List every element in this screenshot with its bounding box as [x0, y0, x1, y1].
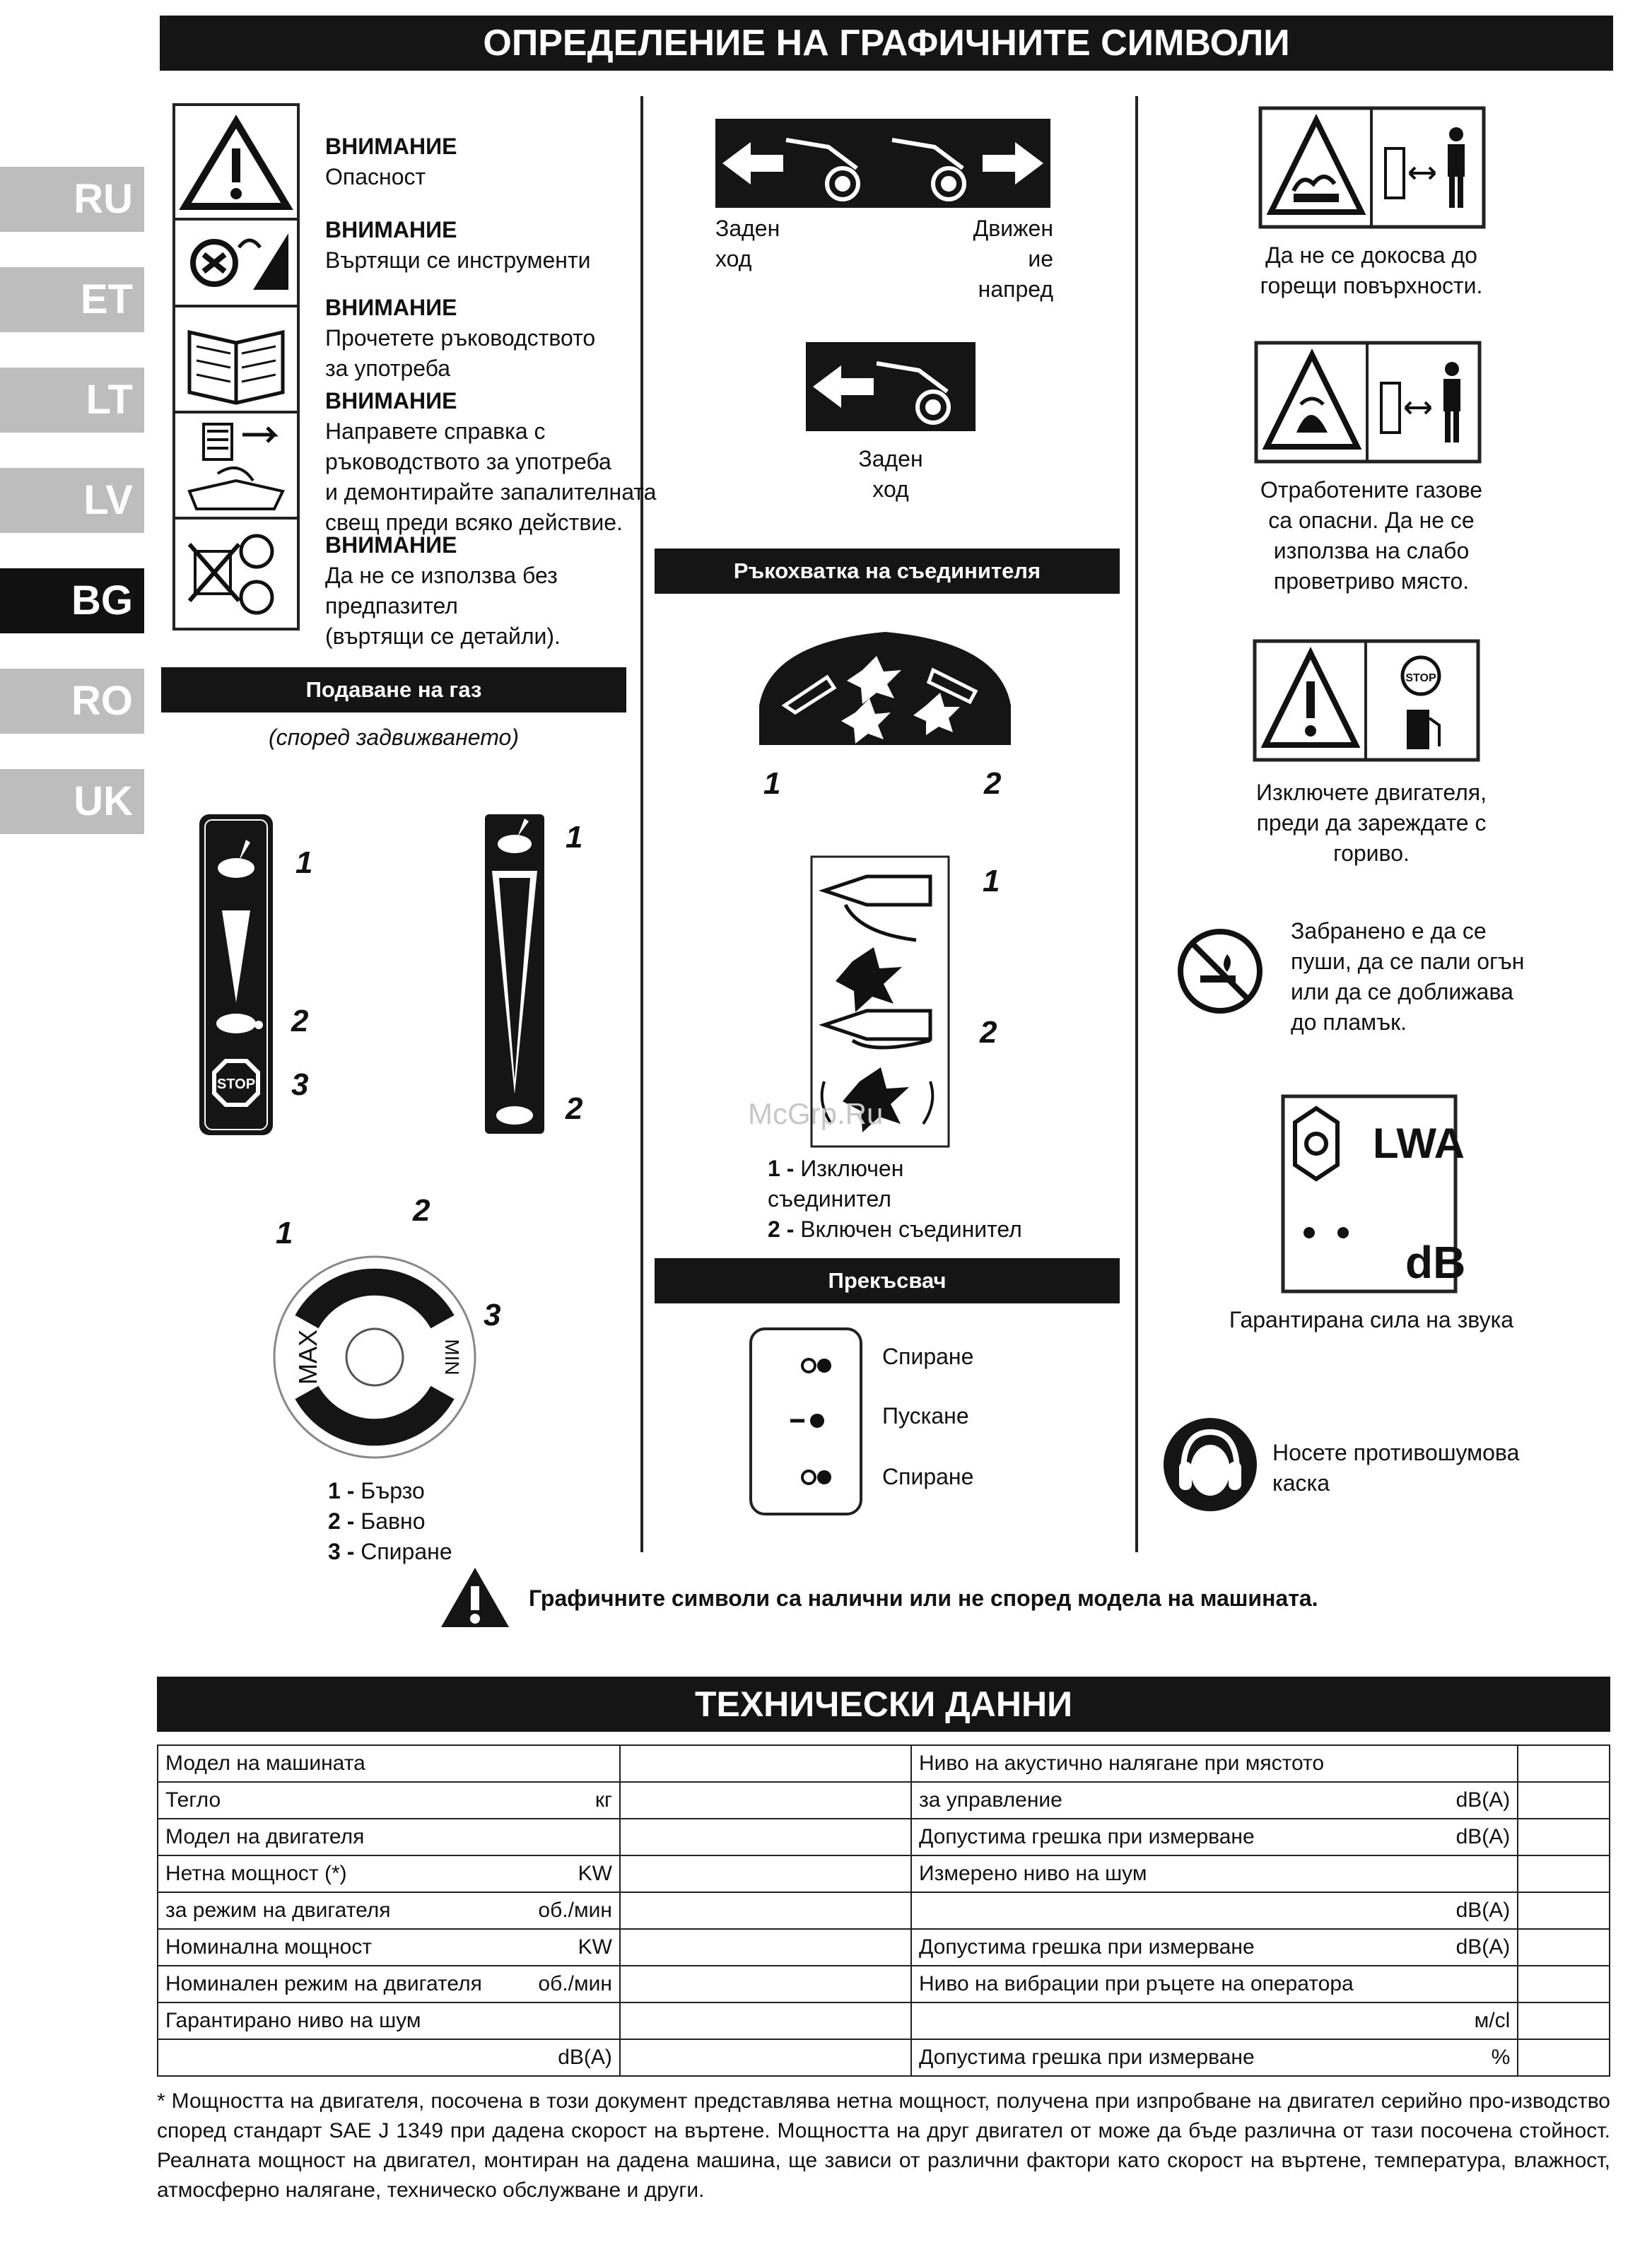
reverse-panel	[806, 342, 976, 431]
table-cell-value[interactable]	[620, 1745, 911, 1782]
spec-label: Ниво на вибрации при ръцете на оператора	[919, 1972, 1354, 1995]
table-row	[158, 2002, 911, 2039]
clutch-legend: 1 - Изключен съединител 2 - Включен съединител	[768, 1156, 1022, 1242]
table-cell-value[interactable]	[1518, 1819, 1610, 1855]
table-cell-value[interactable]	[1518, 1929, 1610, 1966]
warning-4: ВНИМАНИЕ Направете справка с ръководството за употреба и демонтирайте запалителната свещ преди всяко действие.	[325, 388, 657, 535]
table-cell-label	[158, 1819, 620, 1855]
table-cell-label	[158, 1745, 620, 1782]
throttle-knob	[269, 1251, 481, 1463]
table-row	[911, 2002, 1610, 2039]
table-row	[158, 1966, 911, 2002]
table-cell-value[interactable]	[1518, 1892, 1610, 1929]
table-cell-value[interactable]	[620, 1929, 911, 1966]
spec-unit: dB(A)	[1455, 1899, 1511, 1922]
spec-unit: об./мин	[538, 1972, 612, 1995]
table-row	[158, 2039, 911, 2076]
forward-label: Движен ие напред	[973, 216, 1053, 302]
spec-label: Допустима грешка при измерване	[919, 1825, 1255, 1848]
spec-unit: dB(A)	[1455, 1825, 1511, 1848]
table-row	[911, 2039, 1610, 2076]
warning-5: ВНИМАНИЕ Да не се използва без предпазител (въртящи се детайли).	[325, 532, 561, 649]
spec-label: за управление	[919, 1788, 1062, 1812]
warning-triangle-icon	[185, 122, 287, 206]
refuel-text: Изключете двигателя, преди да зареждате с гориво.	[1256, 780, 1487, 866]
svg-text:LWA: LWA	[1373, 1120, 1465, 1167]
spec-unit: dB(A)	[1455, 1788, 1511, 1812]
table-cell-label	[911, 1966, 1518, 2002]
throttle-lever-1	[197, 811, 276, 1138]
exhaust-gas-text: Отработените газове са опасни. Да не се използва на слабо проветриво място.	[1260, 477, 1483, 594]
spec-unit: KW	[578, 1862, 612, 1885]
spec-label: за режим на двигателя	[165, 1899, 391, 1922]
table-cell-label	[158, 1892, 620, 1929]
no-guard-icon	[189, 536, 272, 613]
spark-plug-icon	[189, 424, 283, 509]
throttle-title: Подаване на газ	[161, 667, 626, 712]
table-cell-value[interactable]	[1518, 1745, 1610, 1782]
turtle-icon	[496, 1106, 533, 1125]
table-row	[158, 1745, 911, 1782]
spec-label: Модел на машината	[165, 1752, 365, 1775]
table-row	[158, 1929, 911, 1966]
tab-ru[interactable]: RU	[0, 167, 144, 232]
warning-icons-svg	[175, 106, 297, 628]
lever2-num-2: 2	[566, 1091, 583, 1126]
table-cell-value[interactable]	[1518, 1966, 1610, 2002]
switch-item-1: Спиране	[882, 1344, 974, 1369]
spec-label: Измерено ниво на шум	[919, 1862, 1147, 1885]
table-cell-label	[911, 1929, 1518, 1966]
no-smoking-text: Забранено е да се пуши, да се пали огън или да се доближава до пламък.	[1291, 918, 1525, 1035]
column-divider	[640, 96, 643, 1552]
spec-unit: dB(A)	[558, 2046, 612, 2069]
table-row	[911, 1782, 1610, 1819]
spec-unit: об./мин	[538, 1899, 612, 1922]
reverse-label-2: Заден ход	[858, 446, 923, 502]
switch-panel	[748, 1326, 864, 1517]
stop-icon	[212, 1059, 260, 1107]
table-row	[158, 1892, 911, 1929]
spec-unit: %	[1491, 2046, 1511, 2069]
table-row	[158, 1782, 911, 1819]
ear-protection-icon	[1162, 1417, 1258, 1513]
spec-unit: KW	[578, 1935, 612, 1959]
clutch-handle-icon	[756, 628, 1014, 748]
switch-title: Прекъсвач	[655, 1258, 1120, 1303]
warning-3: ВНИМАНИЕ Прочетете ръководството за употреба	[325, 295, 596, 381]
clutch-num-2: 2	[984, 766, 1002, 801]
warning-icons-strip	[172, 103, 300, 631]
table-cell-label	[911, 1819, 1518, 1855]
table-cell-value[interactable]	[620, 2002, 911, 2039]
spec-label: Допустима грешка при измерване	[919, 2046, 1255, 2069]
tab-bg[interactable]: BG	[0, 568, 144, 633]
clutch-detail-num-1: 1	[983, 864, 1000, 898]
hot-surface-text: Да не се докосва до горещи повърхности.	[1260, 242, 1483, 298]
spec-label: Нетна мощност (*)	[165, 1862, 347, 1885]
table-cell-value[interactable]	[620, 1782, 911, 1819]
spec-label: Ниво на акустично налягане при мястото	[919, 1752, 1325, 1775]
exhaust-gas-sign	[1254, 341, 1482, 464]
direction-panel	[715, 119, 1050, 208]
clutch-detail-num-2: 2	[980, 1015, 997, 1050]
table-cell-value[interactable]	[620, 2039, 911, 2076]
table-row	[911, 1966, 1610, 2002]
spec-label: Допустима грешка при измерване	[919, 1935, 1255, 1959]
lever1-num-3: 3	[291, 1067, 309, 1102]
table-cell-value[interactable]	[620, 1855, 911, 1892]
table-cell-label	[911, 2039, 1518, 2076]
knob-num-2: 2	[413, 1193, 430, 1228]
clutch-title: Ръкохватка на съединителя	[655, 549, 1120, 594]
table-cell-value[interactable]	[620, 1892, 911, 1929]
reverse-label: Заден ход	[715, 216, 780, 271]
sound-power-sign	[1281, 1094, 1466, 1294]
table-cell-label	[158, 2039, 620, 2076]
svg-text:STOP: STOP	[1405, 672, 1436, 684]
table-cell-label	[911, 2002, 1518, 2039]
throttle-subtitle: (според задвижването)	[269, 725, 519, 750]
rotating-tools-icon	[193, 233, 288, 290]
table-cell-label	[158, 1929, 620, 1966]
spec-unit: м/сl	[1474, 2009, 1511, 2032]
spec-unit: dB(A)	[1455, 1935, 1511, 1959]
table-cell-label	[158, 1855, 620, 1892]
table-row	[911, 1745, 1610, 1782]
spec-unit: кг	[594, 1788, 612, 1812]
table-cell-value[interactable]	[1518, 2039, 1610, 2076]
lever1-num-2: 2	[291, 1004, 309, 1038]
note-warning-icon	[437, 1562, 513, 1633]
table-cell-label	[911, 1892, 1518, 1929]
footnote: * Мощността на двигателя, посочена в този документ представлява нетна мощност, получена при изпробване на двигател серийно про-изводство според стандарт SAE J 1349 при дадена скорост на въртене. Мощността на друг двигател от може да бъде различна от тази посочена стойност. Реалната мощност на двигател, монтиран на дадена машина, ще зависи от различни фактори като скорост на въртене, температура, влажност, атмосферно налягане, техническо обслужване и други.	[157, 2089, 1610, 2202]
tech-title: ТЕХНИЧЕСКИ ДАННИ	[157, 1677, 1610, 1732]
table-row	[911, 1892, 1610, 1929]
no-smoking-icon	[1175, 926, 1265, 1016]
table-cell-value[interactable]	[1518, 2002, 1610, 2039]
warning-1: ВНИМАНИЕ Опасност	[325, 134, 457, 189]
table-cell-label	[911, 1745, 1518, 1782]
table-cell-value[interactable]	[1518, 1855, 1610, 1892]
tech-table-right	[910, 1744, 1610, 2077]
svg-text:dB: dB	[1405, 1237, 1466, 1288]
hot-surface-sign	[1258, 106, 1486, 229]
table-cell-value[interactable]	[620, 1819, 911, 1855]
knob-num-1: 1	[276, 1216, 293, 1250]
spec-label: Гарантирано ниво на шум	[165, 2009, 421, 2032]
table-cell-value[interactable]	[1518, 1782, 1610, 1819]
throttle-lever-2	[482, 811, 547, 1137]
ear-protection-text: Носете противошумова каска	[1272, 1440, 1520, 1496]
table-cell-label	[911, 1782, 1518, 1819]
refuel-sign	[1253, 639, 1480, 762]
tab-lv[interactable]: LV	[0, 468, 144, 533]
table-cell-value[interactable]	[620, 1966, 911, 2002]
table-row	[911, 1819, 1610, 1855]
table-cell-label	[158, 1782, 620, 1819]
watermark: McGrp.Ru	[748, 1097, 884, 1130]
spec-label: Тегло	[165, 1788, 221, 1812]
page-title: ОПРЕДЕЛЕНИЕ НА ГРАФИЧНИТЕ СИМВОЛИ	[160, 16, 1613, 71]
spec-label: Модел на двигателя	[165, 1825, 365, 1848]
table-row	[911, 1855, 1610, 1892]
knob-num-3: 3	[484, 1298, 501, 1332]
manual-book-icon	[189, 332, 283, 403]
tab-lt[interactable]: LT	[0, 368, 144, 433]
tab-uk[interactable]: UK	[0, 769, 144, 834]
table-cell-label	[158, 2002, 620, 2039]
spec-label: Номинална мощност	[165, 1935, 373, 1959]
sound-power-text: Гарантирана сила на звука	[1229, 1307, 1514, 1332]
svg-text:MIN: MIN	[441, 1339, 463, 1376]
throttle-legend: 1 - Бързо 2 - Бавно 3 - Спиране	[328, 1478, 452, 1564]
tech-table-left	[157, 1744, 912, 2077]
table-cell-label	[158, 1966, 620, 2002]
clutch-num-1: 1	[763, 766, 781, 801]
svg-text:STOP: STOP	[216, 1077, 256, 1092]
table-row	[158, 1855, 911, 1892]
note-text: Графичните символи са налични или не според модела на машината.	[529, 1585, 1318, 1611]
tab-ro[interactable]: RO	[0, 669, 144, 734]
column-divider	[1135, 96, 1138, 1552]
spec-label: Номинален режим на двигателя	[165, 1972, 482, 1995]
table-row	[158, 1819, 911, 1855]
switch-item-2: Пускане	[882, 1403, 969, 1429]
lever1-num-1: 1	[295, 845, 313, 880]
tab-et[interactable]: ET	[0, 267, 144, 332]
table-cell-label	[911, 1855, 1518, 1892]
warning-2: ВНИМАНИЕ Въртящи се инструменти	[325, 217, 591, 273]
svg-text:MAX: MAX	[293, 1329, 322, 1385]
lever2-num-1: 1	[566, 820, 583, 855]
table-row	[911, 1929, 1610, 1966]
switch-item-3: Спиране	[882, 1464, 974, 1489]
